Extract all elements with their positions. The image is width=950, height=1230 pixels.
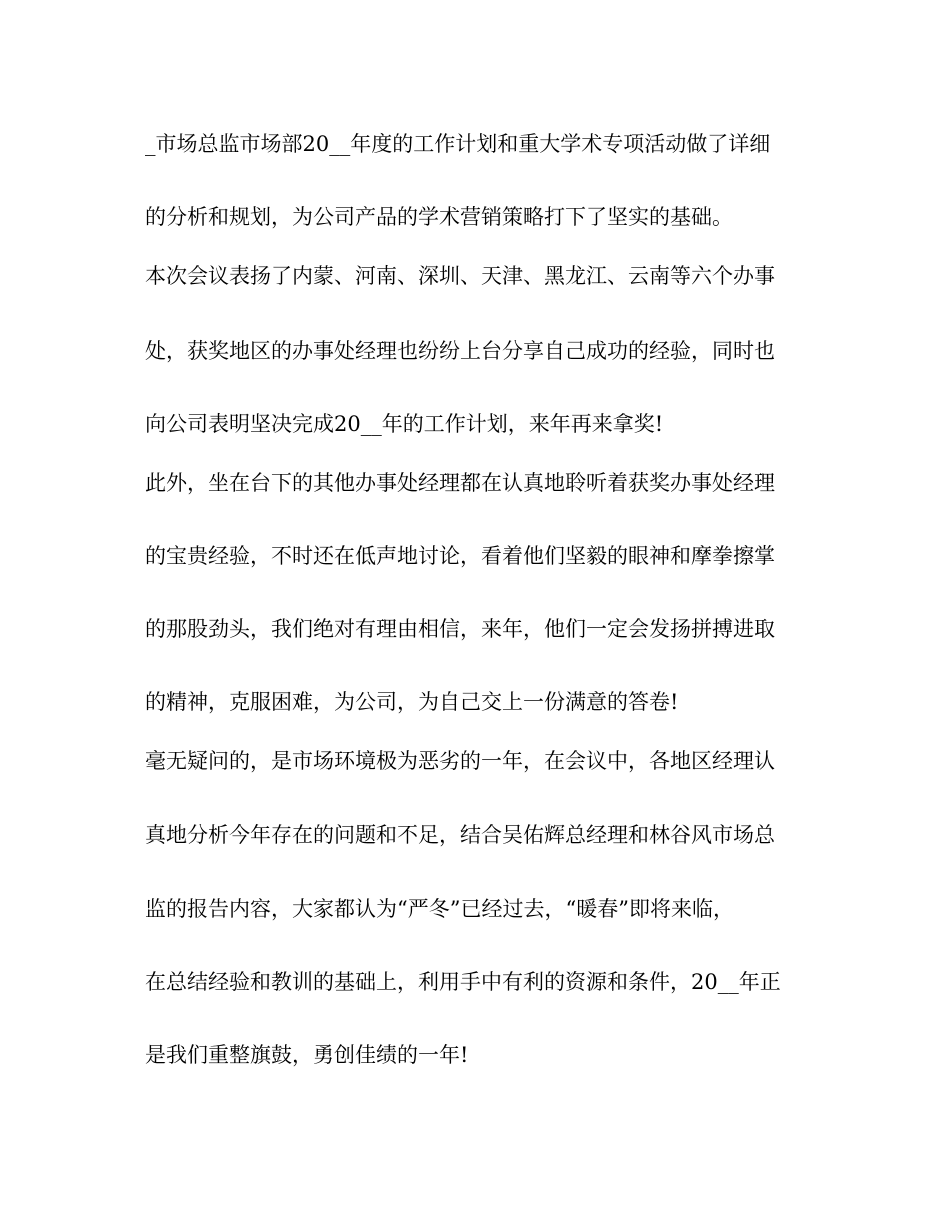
text-line: 监的报告内容，大家都认为“严冬”已经过去，“暖春”即将来临， [145,897,734,921]
text-line: 的分析和规划，为公司产品的学术营销策略打下了坚实的基础。 [145,205,733,229]
text-line: 处，获奖地区的办事处经理也纷纷上台分享自己成功的经验，同时也 [145,339,775,363]
text-line: 向公司表明坚决完成20__年的工作计划，来年再来拿奖! [145,412,664,436]
text-line: 此外，坐在台下的其他办事处经理都在认真地聆听着获奖办事处经理 [145,471,775,495]
text-line: _市场总监市场部20__年度的工作计划和重大学术专项活动做了详细 [145,132,771,156]
text-line: 的那股劲头，我们绝对有理由相信，来年，他们一定会发扬拼搏进取 [145,617,775,641]
text-line: 是我们重整旗鼓，勇创佳绩的一年! [145,1043,469,1067]
text-line: 毫无疑问的，是市场环境极为恶劣的一年，在会议中，各地区经理认 [145,749,775,773]
text-line: 的精神，克服困难，为公司，为自己交上一份满意的答卷! [145,690,679,714]
text-line: 真地分析今年存在的问题和不足，结合吴佑辉总经理和林谷风市场总 [145,823,775,847]
text-line: 的宝贵经验，不时还在低声地讨论，看着他们坚毅的眼神和摩拳擦掌 [145,544,775,568]
text-line: 本次会议表扬了内蒙、河南、深圳、天津、黑龙江、云南等六个办事 [145,264,775,288]
text-line: 在总结经验和教训的基础上，利用手中有利的资源和条件，20__年正 [145,970,781,994]
